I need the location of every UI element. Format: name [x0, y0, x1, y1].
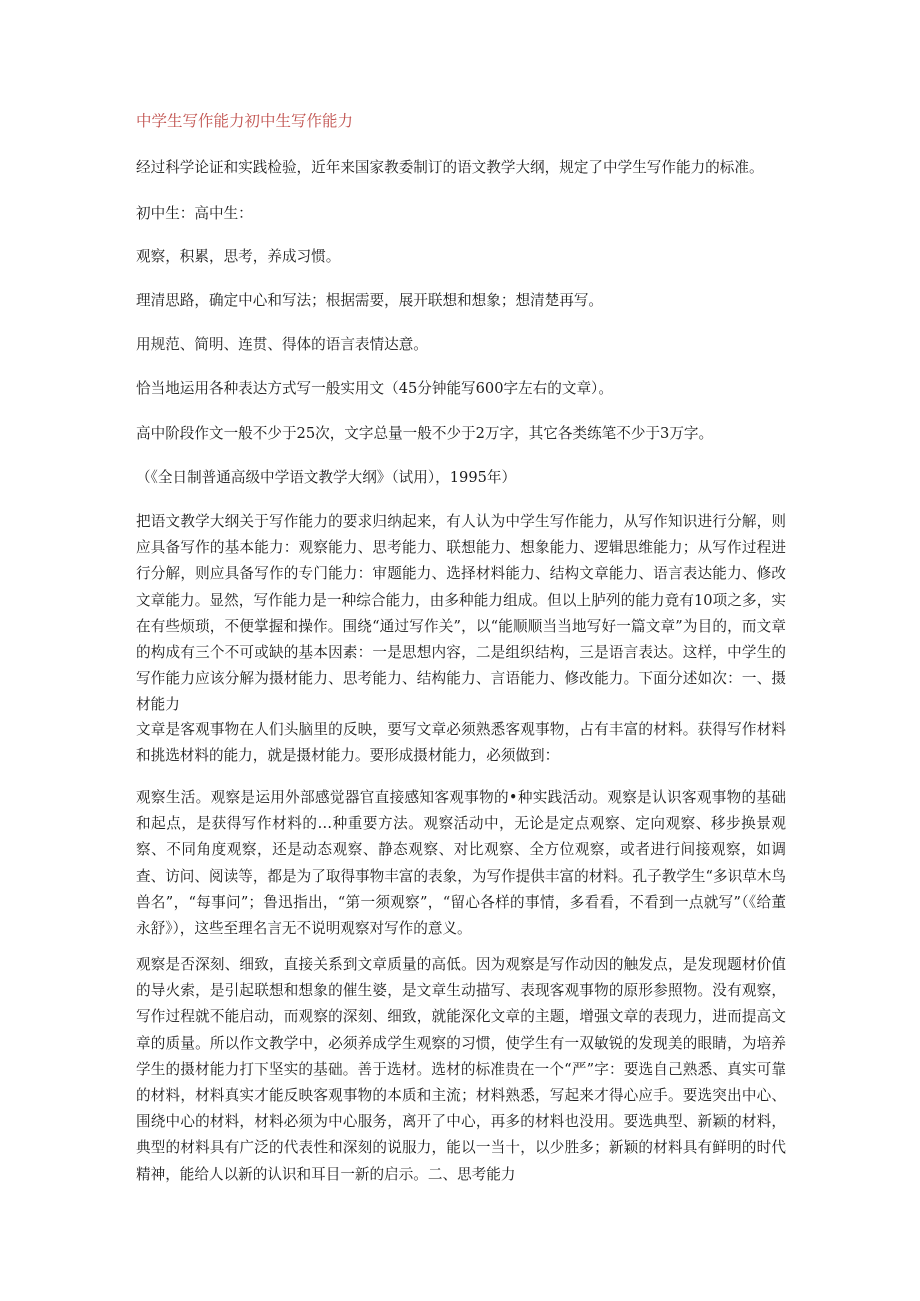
paragraph-practical: 恰当地运用各种表达方式写一般实用文（45分钟能写600字左右的文章）。: [136, 380, 613, 397]
document-title: 中学生写作能力初中生写作能力: [136, 112, 354, 130]
paragraph-summary: 把语文教学大纲关于写作能力的要求归纳起来，有人认为中学生写作能力，从写作知识进行分解，则应具备写作的基本能力：观察能力、思考能力、联想能力、想象能力、逻辑思维能力；从写作过程进行分解，则应具备写作的专门能力：审题能力、选择材料能力、结构文章能力、语言表达能力、修改文章能力。显然，写作能力是一种综合能力，由多种能力组成。但以上胪列的能力竟有10项之多，实在有些烦琐，不便掌握和操作。围绕“通过写作关”，以“能顺顺当当地写好一篇文章”为目的，而文章的构成有三个不可或缺的基本因素：一是思想内容，二是组织结构，三是语言表达。这样，中学生的写作能力应该分解为摄材能力、思考能力、结构能力、言语能力、修改能力。下面分述如次：一、摄材能力: [136, 513, 786, 714]
paragraph-citation: （《全日制普通高级中学语文教学大纲》（试用），1995年）: [136, 469, 517, 486]
paragraph-select-material: 观察是否深刻、细致，直接关系到文章质量的高低。因为观察是写作动因的触发点，是发现题材价值的导火索，是引起联想和想象的催生婆，是文章生动描写、表现客观事物的原形参照物。没有观察，写作过程就不能启动，而观察的深刻、细致，就能深化文章的主题，增强文章的表现力，进而提高文章的质量。所以作文教学中，必须养成学生观察的习惯，使学生有一双敏锐的发现美的眼睛，为培养学生的摄材能力打下坚实的基础。善于选材。选材的标准贵在一个“严”字：要选自己熟悉、真实可靠的材料，材料真实才能反映客观事物的本质和主流；材料熟悉，写起来才得心应手。要选突出中心、围绕中心的材料，材料必须为中心服务，离开了中心，再多的材料也没用。要选典型、新颖的材料，典型的材料具有广泛的代表性和深刻的说服力，能以一当十，以少胜多；新颖的材料具有鲜明的时代精神，能给人以新的认识和耳目一新的启示。二、思考能力: [136, 956, 786, 1183]
paragraph-language: 用规范、简明、连贯、得体的语言表情达意。: [136, 336, 428, 353]
paragraph-highschool: 高中阶段作文一般不少于25次，文字总量一般不少于2万字，其它各类练笔不少于3万字。: [136, 425, 714, 442]
paragraph-observe: 观察，积累，思考，养成习惯。: [136, 248, 341, 265]
paragraph-observe-life: 观察生活。观察是运用外部感觉器官直接感知客观事物的•种实践活动。观察是认识客观事物的基础和起点，是获得写作材料的…种重要方法。观察活动中，无论是定点观察、定向观察、移步换景观察、不同角度观察，还是动态观察、静态观察、对比观察、全方位观察，或者进行间接观察，如调查、访问、阅读等，都是为了取得事物丰富的表象，为写作提供丰富的材料。孔子教学生“多识草木鸟兽名”，“每事问”；鲁迅指出，“第一须观察”，“留心各样的事情，多看看，不看到一点就写”（《给董永舒》），这些至理名言无不说明观察对写作的意义。: [136, 789, 786, 938]
paragraph-organize: 理清思路，确定中心和写法；根据需要，展开联想和想象；想清楚再写。: [136, 292, 604, 309]
paragraph-material: 文章是客观事物在人们头脑里的反映，要写文章必须熟悉客观事物，占有丰富的材料。获得写作材料和挑选材料的能力，就是摄材能力。要形成摄材能力，必须做到：: [136, 721, 786, 765]
paragraph-levels: 初中生：高中生：: [136, 205, 253, 222]
paragraph-intro: 经过科学论证和实践检验，近年来国家教委制订的语文教学大纲，规定了中学生写作能力的标准。: [136, 159, 764, 176]
